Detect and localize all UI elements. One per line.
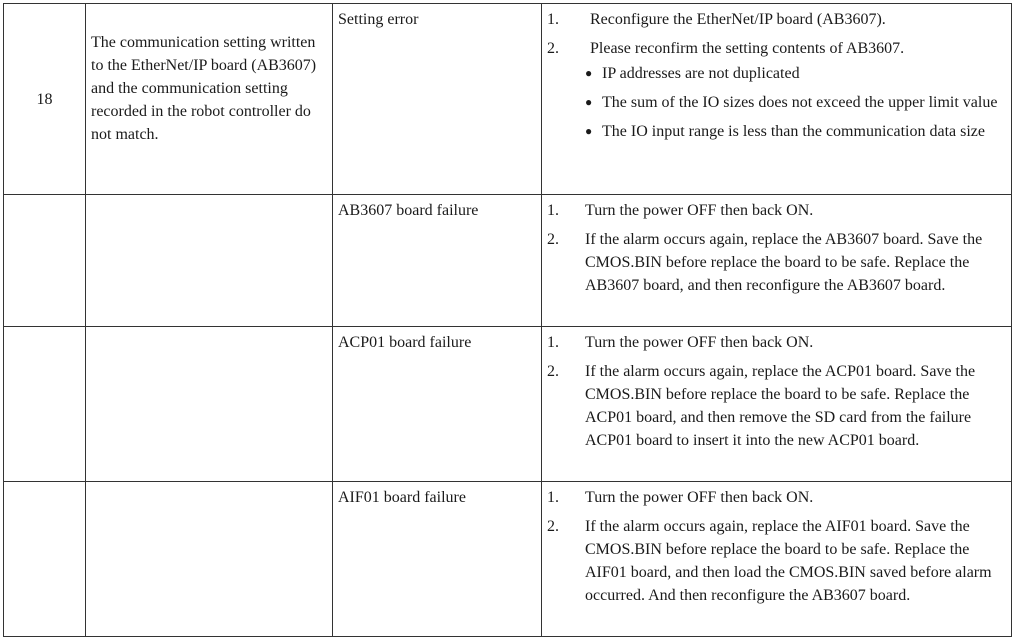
- solution-step: [547, 486, 1007, 509]
- solution-step: [547, 199, 1007, 222]
- step-number: 1.: [547, 489, 559, 506]
- step-text: Reconfigure the EtherNet/IP board (AB3607).: [590, 11, 886, 28]
- cause-text: ACP01 board failure: [333, 327, 542, 482]
- alarm-description: [86, 327, 333, 482]
- table-row: [4, 482, 1012, 637]
- step-text: Turn the power OFF then back ON.: [585, 202, 814, 219]
- alarm-description: [86, 482, 333, 637]
- step-text: If the alarm occurs again, replace the ACP01 board. Save the CMOS.BIN before replace the board to be safe. Replace the ACP01 board, and then remove the SD card from the failure ACP01 board to insert it into the new ACP01 board.: [585, 363, 976, 449]
- list-item: ● The sum of the IO sizes does not exceed the upper limit value: [585, 91, 1007, 114]
- solution-step: [547, 37, 1007, 60]
- alarm-number: [4, 195, 86, 327]
- solution-step: [547, 228, 1007, 297]
- cause-text: Setting error: [333, 4, 542, 195]
- solution-step: [547, 331, 1007, 354]
- bullet-icon: ●: [585, 66, 593, 80]
- solution-cell: [542, 327, 1012, 482]
- step-number: 2.: [547, 363, 559, 380]
- step-text: If the alarm occurs again, replace the AB3607 board. Save the CMOS.BIN before replace the board to be safe. Replace the AB3607 board, and then reconfigure the AB3607 board.: [585, 231, 983, 294]
- step-text: Turn the power OFF then back ON.: [585, 334, 814, 351]
- step-number: 2.: [547, 40, 559, 57]
- solution-step: [547, 8, 1007, 31]
- step-number: 2.: [547, 231, 559, 248]
- cause-text: AIF01 board failure: [333, 482, 542, 637]
- alarm-description: [86, 195, 333, 327]
- step-text: Turn the power OFF then back ON.: [585, 489, 814, 506]
- cause-text: AB3607 board failure: [333, 195, 542, 327]
- step-number: 2.: [547, 518, 559, 535]
- step-text: Please reconfirm the setting contents of AB3607.: [590, 40, 905, 57]
- alarm-number: 18: [4, 4, 86, 195]
- alarm-number: [4, 327, 86, 482]
- step-number: 1.: [547, 11, 559, 28]
- list-item: ● IP addresses are not duplicated: [585, 62, 1007, 85]
- step-text: If the alarm occurs again, replace the AIF01 board. Save the CMOS.BIN before replace the board to be safe. Replace the AIF01 board, and then load the CMOS.BIN saved before alarm occurred. And then reconfigure the AB3607 board.: [585, 518, 992, 604]
- check-list: [547, 62, 1007, 143]
- alarm-description: The communication setting written to the EtherNet/IP board (AB3607) and the communication setting recorded in the robot controller do not match.: [86, 4, 333, 195]
- solution-step: [547, 515, 1007, 607]
- solution-cell: [542, 195, 1012, 327]
- solution-step: [547, 360, 1007, 452]
- step-number: 1.: [547, 202, 559, 219]
- step-number: 1.: [547, 334, 559, 351]
- alarm-table: [3, 3, 1012, 637]
- table-row: [4, 327, 1012, 482]
- solution-cell: [542, 482, 1012, 637]
- solution-cell: [542, 4, 1012, 195]
- list-item: ● The IO input range is less than the communication data size: [585, 120, 1007, 143]
- bullet-icon: ●: [585, 124, 593, 138]
- table-row: [4, 195, 1012, 327]
- alarm-number: [4, 482, 86, 637]
- table-row: [4, 4, 1012, 195]
- bullet-icon: ●: [585, 95, 593, 109]
